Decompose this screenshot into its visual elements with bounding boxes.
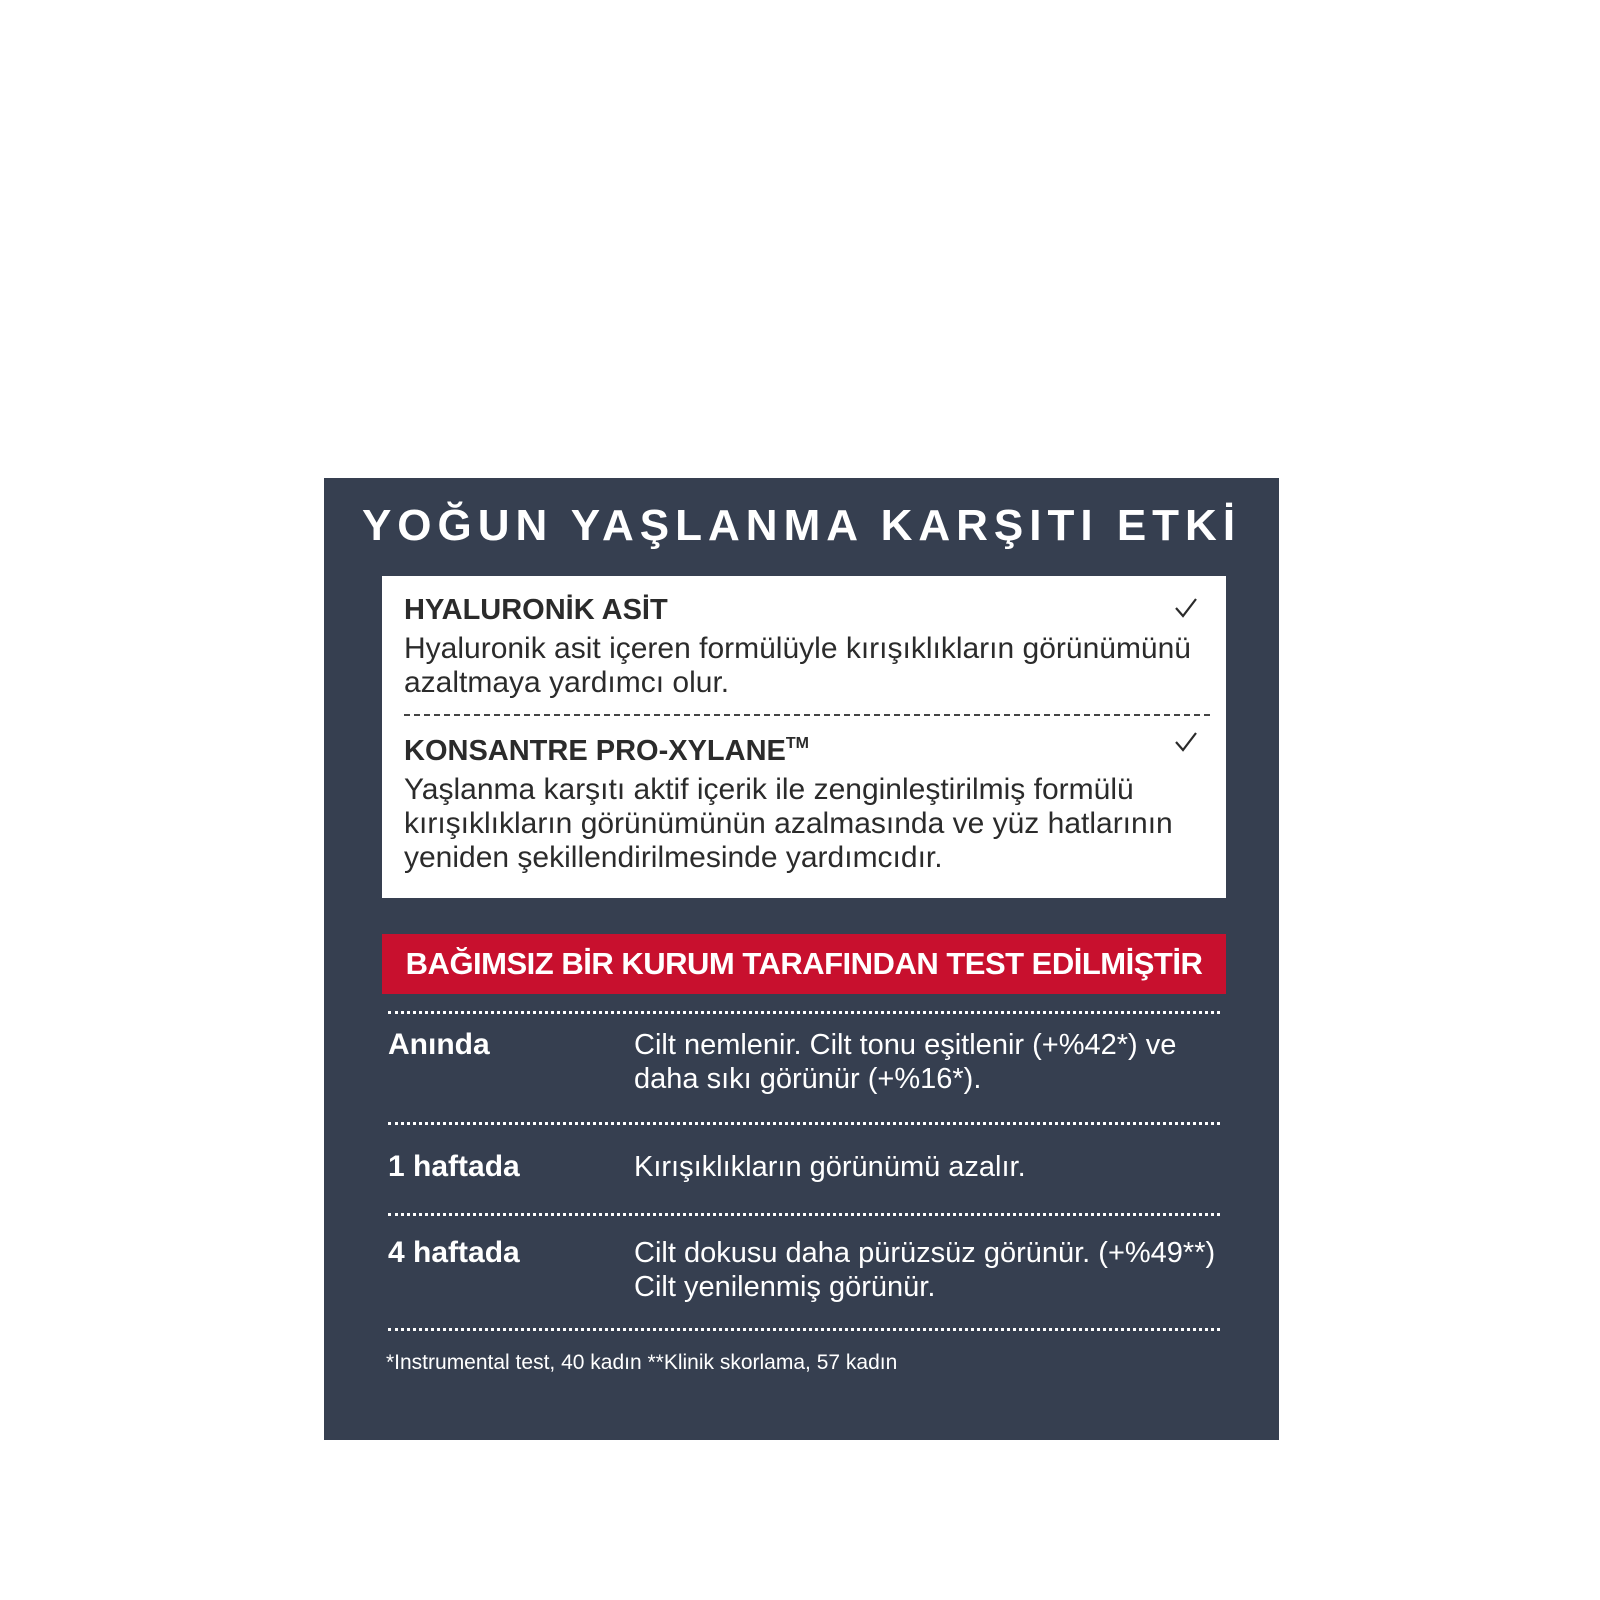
ingredient-hyaluronic-acid [404, 592, 1216, 700]
results-divider [388, 1328, 1220, 1331]
checkmark-icon [1174, 596, 1198, 624]
ingredients-box [382, 576, 1226, 898]
result-text-1-week: Kırışıklıkların görünümü azalır. [634, 1151, 1026, 1183]
results-divider [388, 1122, 1220, 1125]
info-panel [324, 478, 1279, 1440]
results-divider [388, 1213, 1220, 1216]
ingredient-description: Hyaluronik asit içeren formülüyle kırışıklıkların görünümünü azaltmaya yardımcı olur. [404, 632, 1191, 699]
checkmark-icon [1174, 730, 1198, 758]
tested-banner: BAĞIMSIZ BİR KURUM TARAFINDAN TEST EDİLMİŞTİR [382, 934, 1226, 994]
footnote: *Instrumental test, 40 kadın **Klinik skorlama, 57 kadın [386, 1351, 898, 1374]
result-label-instant: Anında [388, 1028, 490, 1061]
ingredient-description: Yaşlanma karşıtı aktif içerik ile zenginleştirilmiş formülü kırışıklıkların görünümünün azalmasında ve yüz hatlarının yeniden şekillendirilmesinde yardımcıdır. [404, 773, 1173, 874]
ingredient-pro-xylane [404, 726, 1216, 875]
result-text-4-weeks: Cilt dokusu daha pürüzsüz görünür. (+%49**) Cilt yenilenmiş görünür. [634, 1237, 1216, 1303]
result-label-4-weeks: 4 haftada [388, 1236, 520, 1269]
result-text-instant: Cilt nemlenir. Cilt tonu eşitlenir (+%42*) ve daha sıkı görünür (+%16*). [634, 1029, 1177, 1095]
ingredient-name: KONSANTRE PRO-XYLANE™ [404, 735, 809, 767]
trademark-mark: TM [785, 735, 809, 752]
result-label-1-week: 1 haftada [388, 1150, 520, 1183]
results-divider [388, 1011, 1220, 1014]
panel-title: YOĞUN YAŞLANMA KARŞITI ETKİ [361, 501, 1242, 550]
ingredient-name: HYALURONİK ASİT [404, 594, 668, 626]
ingredient-divider [404, 714, 1210, 716]
